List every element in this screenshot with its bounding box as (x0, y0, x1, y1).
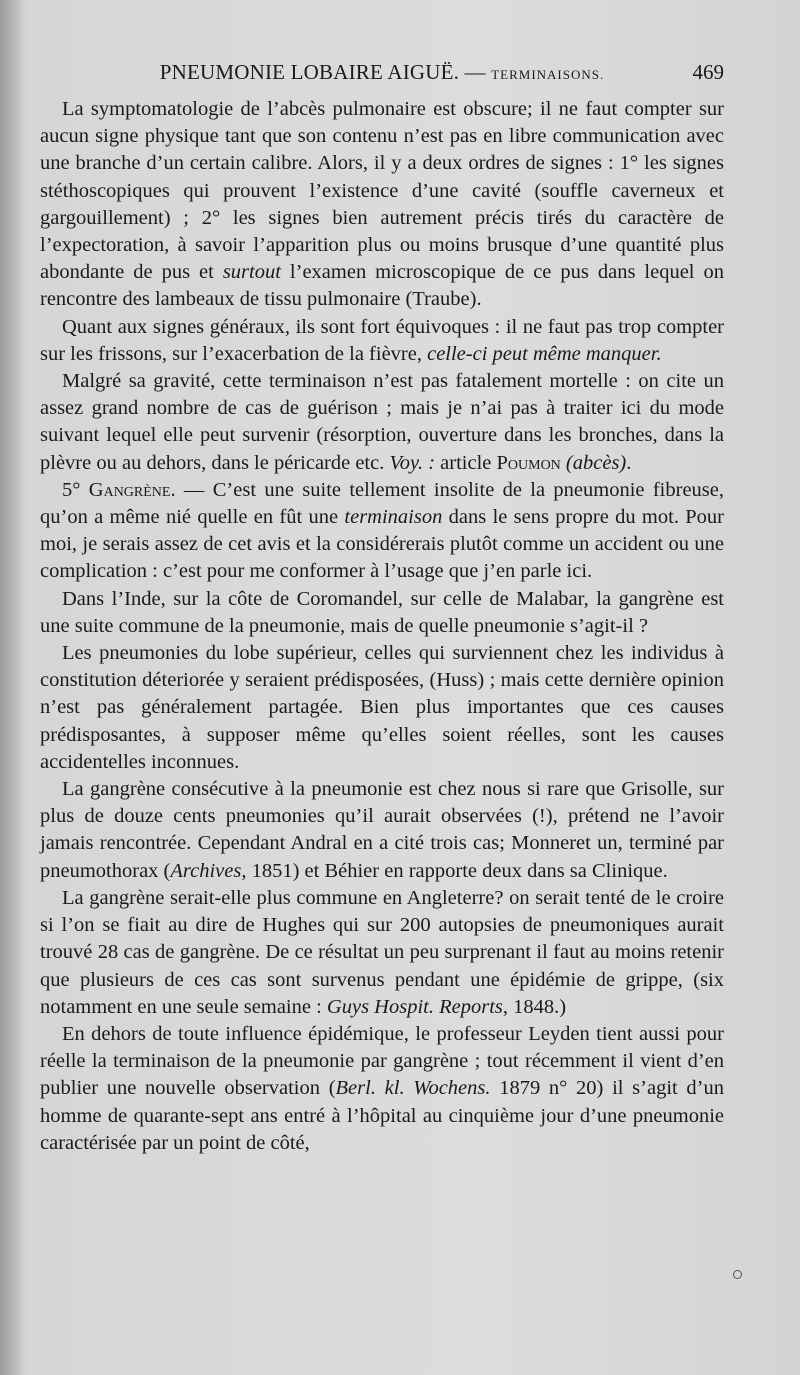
paragraph-gravity (40, 368, 724, 477)
page-body (40, 96, 724, 1157)
text-run: . (626, 451, 632, 474)
text-run: La gangrène consécutive à la pneumonie est chez nous si rare que Grisolle, sur plus de douze cents pneumonies qu’il aurait observées (!), prétend ne l’avoir jamais rencontrée. Cependant Andral en a cité trois cas; Monneret un, terminé par pneumothorax ( (40, 778, 724, 882)
paragraph-lobe-superieur: Les pneumonies du lobe supérieur, celles qui surviennent chez les individus à constitution déteriorée y seraient prédisposées, (Huss) ; mais cette dernière opinion n’est pas généralement partagée. Bien plus importantes que ces causes prédisposantes, à supposer même qu’elles soient réelles, sont les causes accidentelles inconnues. (40, 642, 724, 773)
text-run: Malgré sa gravité, cette terminaison n’est pas fatalement mortelle : on cite un assez grand nombre de cas de guérison ; mais je n’ai pas à traiter ici du mode suivant lequel elle peut survenir (résorption, ouverture dans les bronches, dans la plèvre ou au dehors, dans le péricarde etc. (40, 370, 724, 474)
paragraph-leyden (40, 1021, 724, 1157)
italic-run: Guys Hospit. Reports (326, 995, 503, 1018)
text-run: — C’est une suite tellement insolite de la pneumonie fibreuse, qu’on a même nié quelle en fût une (40, 478, 724, 529)
text-run: La symptomatologie de l’abcès pulmonaire est obscure; il ne faut compter sur aucun signe physique tant que son contenu n’est pas en libre communication avec une branche d’un certain calibre. Alors, il y a deux ordres de signes : 1° les signes stéthoscopiques qui prouvent l’existence d’une cavité (souffle caverneux et gargouillement) ; 2° les signes bien autrement précis tirés du caractère de l’expectoration, à savoir l’apparition plus ou moins brusque d’une quantité plus abondante de pus et (40, 98, 724, 284)
section-number: 5° (62, 478, 89, 501)
page-header (40, 60, 724, 94)
paragraph-general-signs (40, 314, 724, 368)
running-title (40, 60, 724, 85)
text-run: l’examen microscopique de ce pus dans lequel on rencontre des lambeaux de tissu pulmonaire (Traube). (40, 261, 724, 311)
paragraph-grisolle (40, 776, 724, 885)
section-title: Gangrène. (88, 478, 176, 501)
italic-run: Archives (170, 859, 242, 882)
running-title-section: TERMINAISONS. (491, 67, 605, 82)
text-run: , 1851) et Béhier en rapporte deux dans sa Clinique. (241, 859, 668, 882)
paragraph-angleterre (40, 885, 724, 1021)
paragraph-inde: Dans l’Inde, sur la côte de Coromandel, sur celle de Malabar, la gangrène est une suite commune de la pneumonie, mais de quelle pneumonie s’agit-il ? (40, 587, 724, 637)
text-run: dans le sens propre du mot. Pour moi, je serais assez de cet avis et la considérerais plutôt comme un accident ou une complication : c’est pour me conformer à l’usage que j’en parle ici. (40, 506, 724, 583)
text-run: En dehors de toute influence épidémique, le professeur Leyden tient aussi pour réelle la terminaison de la pneumonie par gangrène ; tout récemment il vient d’en publier une nouvelle observation ( (40, 1022, 724, 1100)
text-run: 1879 n° 20) il s’agit d’un homme de quarante-sept ans entré à l’hôpital au cinquième jour d’une pneumonie caractérisée par un point de côté, (40, 1077, 724, 1154)
margin-dot-mark (733, 1270, 742, 1279)
running-title-main: PNEUMONIE LOBAIRE AIGUË. — (159, 60, 492, 84)
text-run: , 1848.) (502, 995, 567, 1018)
text-run: La gangrène serait-elle plus commune en Angleterre? on serait tenté de le croire si l’on se fiait au dire de Hughes qui sur 200 autopsies de pneumoniques aurait trouvé 28 cas de gangrène. De ce résultat un peu surprenant il faut au moins retenir que plusieurs de ces cas sont survenus pendant une épidémie de grippe, (six notamment en une seule semaine : (40, 886, 724, 1018)
text-run: article (435, 451, 497, 474)
italic-run: terminaison (344, 506, 443, 529)
italic-run: celle-ci peut même manquer. (427, 342, 662, 365)
text-run: Quant aux signes généraux, ils sont fort équivoques : il ne faut pas trop compter sur les frissons, sur l’exacerbation de la fièvre, (40, 315, 724, 365)
italic-run: Berl. kl. Wochens. (335, 1077, 491, 1100)
italic-run: (abcès) (565, 451, 627, 474)
italic-run: Voy. : (389, 451, 436, 474)
italic-run: surtout (222, 261, 281, 284)
page-number: 469 (692, 60, 724, 84)
paragraph-abces-symptoms (40, 96, 724, 314)
paragraph-gangrene-heading (40, 477, 724, 586)
small-caps-run: Poumon (496, 451, 561, 474)
